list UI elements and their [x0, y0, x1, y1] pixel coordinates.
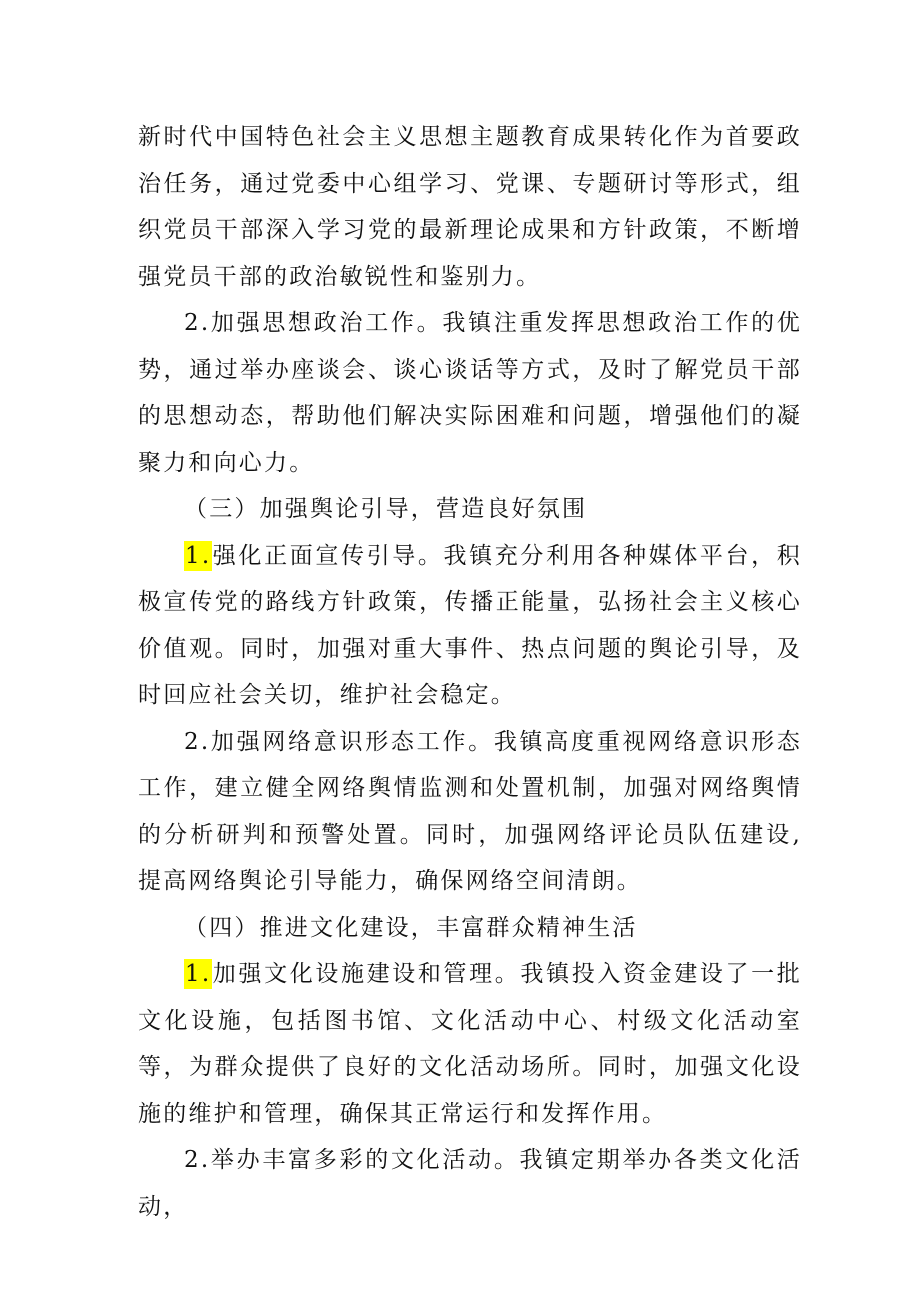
- paragraph-continued: [138, 114, 802, 300]
- section-heading-3: [138, 486, 802, 533]
- paragraph-cultural-facilities: [138, 951, 802, 1137]
- paragraph-text: 2.加强思想政治工作。我镇注重发挥思想政治工作的优势，通过举办座谈会、谈心谈话等方式，及时了解党员干部的思想动态，帮助他们解决实际困难和问题，增强他们的凝聚力和向心力。: [138, 310, 802, 476]
- section-heading-4: [138, 905, 802, 952]
- paragraph-positive-publicity: [138, 533, 802, 719]
- paragraph-network-ideology: [138, 719, 802, 905]
- paragraph-text: 加强文化设施建设和管理。我镇投入资金建设了一批文化设施，包括图书馆、文化活动中心、村级文化活动室等，为群众提供了良好的文化活动场所。同时，加强文化设施的维护和管理，确保其正常运行和发挥作用。: [138, 961, 802, 1127]
- heading-text: （三）加强舆论引导，营造良好氛围: [184, 496, 588, 522]
- paragraph-text: 2.举办丰富多彩的文化活动。我镇定期举办各类文化活动，: [138, 1147, 802, 1220]
- highlighted-list-marker: 1.: [185, 961, 212, 987]
- paragraph-text: 新时代中国特色社会主义思想主题教育成果转化作为首要政治任务，通过党委中心组学习、党课、专题研讨等形式，组织党员干部深入学习党的最新理论成果和方针政策，不断增强党员干部的政治敏锐性和鉴别力。: [138, 124, 802, 290]
- heading-text: （四）推进文化建设，丰富群众精神生活: [184, 914, 638, 941]
- paragraph-ideological-work: [138, 300, 802, 486]
- highlighted-list-marker: 1.: [185, 542, 212, 569]
- document-body: [138, 114, 802, 1230]
- paragraph-text: 2.加强网络意识形态工作。我镇高度重视网络意识形态工作，建立健全网络舆情监测和处置机制，加强对网络舆情的分析研判和预警处置。同时，加强网络评论员队伍建设,提高网络舆论引导能力，确保网络空间清朗。: [138, 728, 802, 894]
- paragraph-text: 强化正面宣传引导。我镇充分利用各种媒体平台，积极宣传党的路线方针政策，传播正能量，弘扬社会主义核心价值观。同时，加强对重大事件、热点问题的舆论引导，及时回应社会关切，维护社会稳定。: [138, 542, 802, 708]
- paragraph-cultural-activities: [138, 1137, 802, 1230]
